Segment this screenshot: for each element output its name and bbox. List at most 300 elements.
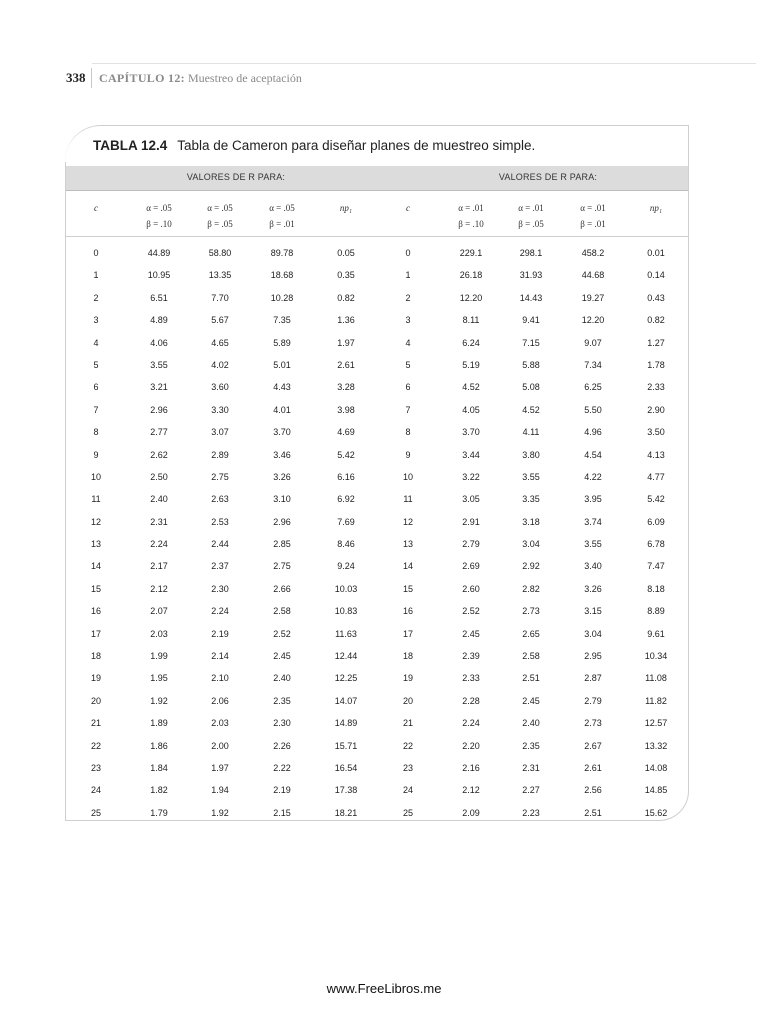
table-cell: 14.08: [644, 762, 668, 773]
table-cell: 10.83: [334, 606, 358, 617]
table-cell: 1.97: [337, 337, 355, 348]
table-cell: 9.61: [647, 628, 665, 639]
table-cell: 6.78: [647, 539, 665, 550]
table-cell: 2.40: [150, 494, 168, 505]
table-cell: 24: [402, 785, 413, 796]
table-cell: 2.44: [211, 539, 229, 550]
table-cell: 2.45: [462, 628, 480, 639]
table-cell: 3.44: [462, 449, 480, 460]
table-cell: 2.65: [522, 628, 540, 639]
table-cell: 3.55: [522, 471, 540, 482]
table-cell: 2.07: [150, 606, 168, 617]
table-row: [65, 712, 689, 734]
column-header: [563, 200, 623, 232]
table-cell: 1.84: [150, 762, 168, 773]
table-cell: 2.23: [522, 807, 540, 818]
table-cell: 3.30: [211, 404, 229, 415]
table-cell: 2.50: [150, 471, 168, 482]
column-header: [441, 200, 501, 232]
table-row: [65, 421, 689, 443]
table-cell: 2.92: [522, 561, 540, 572]
table-cell: 20: [402, 695, 413, 706]
table-cell: 5.89: [273, 337, 291, 348]
table-cell: 2.87: [584, 673, 602, 684]
table-cell: 0.01: [647, 248, 665, 258]
table-cell: 2.33: [462, 673, 480, 684]
table-cell: 5.42: [337, 449, 355, 460]
table-cell: 2.85: [273, 539, 291, 550]
table-cell: 17: [90, 628, 101, 639]
table-cell: 2.12: [462, 785, 480, 796]
column-header-line1: c: [94, 203, 98, 213]
table-cell: 9.07: [584, 337, 602, 348]
table-cell: 10: [90, 471, 101, 482]
column-header-line1: α = .01: [580, 203, 606, 213]
table-cell: 3.26: [273, 471, 291, 482]
column-header-line2: β = .01: [269, 219, 295, 229]
table-cell: 10: [402, 471, 413, 482]
table-cell: 4.52: [462, 382, 480, 393]
table-cell: 3.95: [584, 494, 602, 505]
table-row: [65, 757, 689, 779]
table-cell: 3.04: [584, 628, 602, 639]
table-cell: 2.90: [647, 404, 665, 415]
table-cell: 2.45: [522, 695, 540, 706]
column-header: [252, 200, 312, 232]
table-cell: 17: [402, 628, 413, 639]
table-cell: 2.52: [273, 628, 291, 639]
table-cell: 2.16: [462, 762, 480, 773]
table-cell: 2.62: [150, 449, 168, 460]
table-row: [65, 667, 689, 689]
table-cell: 3.55: [150, 359, 168, 370]
table-cell: 1.82: [150, 785, 168, 796]
table-cell: 2.82: [522, 583, 540, 594]
table-cell: 2.67: [584, 740, 602, 751]
table-cell: 2.06: [211, 695, 229, 706]
table-cell: 2.22: [273, 762, 291, 773]
table-cell: 6.09: [647, 516, 665, 527]
table-cell: 23: [90, 762, 101, 773]
table-cell: 2.89: [211, 449, 229, 460]
column-header-line1: np₁: [649, 203, 663, 213]
table-frame: [65, 125, 689, 821]
table-cell: 3.70: [462, 427, 480, 438]
table-cell: 18: [402, 651, 413, 662]
header-separator: [91, 68, 92, 88]
table-cell: 9.41: [522, 315, 540, 326]
table-cell: 12.20: [459, 292, 483, 303]
table-cell: 0.05: [337, 248, 355, 258]
table-row: [65, 779, 689, 801]
table-cell: 14.07: [334, 695, 358, 706]
column-header-line2: β = .01: [580, 219, 606, 229]
table-cell: 2.19: [273, 785, 291, 796]
column-header-line1: α = .05: [146, 203, 172, 213]
table-row: [65, 444, 689, 466]
column-header-line1: α = .05: [207, 203, 233, 213]
table-body: [65, 232, 689, 821]
table-cell: 21: [90, 718, 101, 729]
table-cell: 9: [405, 449, 411, 460]
table-cell: 3.07: [211, 427, 229, 438]
table-cell: 14: [402, 561, 413, 572]
table-cell: 2.75: [211, 471, 229, 482]
table-cell: 1.92: [211, 807, 229, 818]
table-cell: 24: [90, 785, 101, 796]
table-cell: 5.67: [211, 315, 229, 326]
table-row: [65, 578, 689, 600]
table-cell: 4.05: [462, 404, 480, 415]
column-header: [626, 200, 686, 216]
table-cell: 7: [405, 404, 411, 415]
table-cell: 17.38: [334, 785, 358, 796]
table-cell: 2.03: [211, 718, 229, 729]
table-cell: 2.33: [647, 382, 665, 393]
table-cell: 15.71: [334, 740, 358, 751]
table-row: [65, 466, 689, 488]
table-cell: 2.77: [150, 427, 168, 438]
column-header-line1: α = .01: [458, 203, 484, 213]
column-header: [190, 200, 250, 232]
table-row: [65, 332, 689, 354]
table-cell: 4: [93, 337, 99, 348]
table-cell: 298.1: [519, 248, 543, 258]
table-cell: 6.51: [150, 292, 168, 303]
group-header-band: [66, 166, 688, 191]
table-cell: 2.27: [522, 785, 540, 796]
table-cell: 2.79: [462, 539, 480, 550]
table-cell: 5.50: [584, 404, 602, 415]
table-cell: 2.20: [462, 740, 480, 751]
table-cell: 11.82: [645, 695, 667, 706]
table-cell: 3.05: [462, 494, 480, 505]
table-cell: 3.70: [273, 427, 291, 438]
table-cell: 16: [402, 606, 413, 617]
table-cell: 16: [90, 606, 101, 617]
column-headers: [65, 192, 689, 236]
table-cell: 6.25: [584, 382, 602, 393]
table-label: TABLA 12.4: [93, 138, 168, 153]
table-cell: 2.10: [211, 673, 229, 684]
table-cell: 8.11: [462, 315, 480, 326]
table-cell: 5.19: [462, 359, 480, 370]
column-header: [316, 200, 376, 216]
table-row: [65, 623, 689, 645]
table-cell: 4.96: [584, 427, 602, 438]
table-cell: 2.09: [462, 807, 480, 818]
table-cell: 23: [402, 762, 413, 773]
column-header-line2: β = .10: [146, 219, 172, 229]
table-cell: 2.53: [211, 516, 229, 527]
table-cell: 2.58: [273, 606, 291, 617]
table-cell: 3.28: [337, 382, 355, 393]
table-cell: 4.02: [211, 359, 229, 370]
table-cell: 21: [402, 718, 413, 729]
table-cell: 2.30: [211, 583, 229, 594]
table-cell: 14: [90, 561, 101, 572]
column-header-line1: c: [406, 203, 410, 213]
table-row: [65, 802, 689, 821]
table-cell: 8: [93, 427, 99, 438]
table-cell: 0.82: [647, 315, 665, 326]
column-header-line2: β = .05: [207, 219, 233, 229]
table-cell: 13: [402, 539, 413, 550]
table-cell: 2.28: [462, 695, 480, 706]
table-cell: 1.78: [647, 359, 665, 370]
table-cell: 2.35: [522, 740, 540, 751]
table-cell: 8: [405, 427, 411, 438]
table-cell: 3.04: [522, 539, 540, 550]
table-cell: 2.73: [584, 718, 602, 729]
table-cell: 7: [93, 404, 99, 415]
table-cell: 3.40: [584, 561, 602, 572]
column-header: [129, 200, 189, 232]
table-cell: 9.24: [337, 561, 355, 572]
table-cell: 16.54: [334, 762, 358, 773]
table-cell: 3.98: [337, 404, 355, 415]
table-cell: 2.19: [211, 628, 229, 639]
table-cell: 2.96: [273, 516, 291, 527]
table-cell: 12.25: [334, 673, 358, 684]
table-cell: 1.92: [150, 695, 168, 706]
table-cell: 2: [93, 292, 99, 303]
table-row: [65, 690, 689, 712]
table-cell: 13.35: [208, 270, 232, 281]
table-cell: 2.69: [462, 561, 480, 572]
table-cell: 12.57: [644, 718, 668, 729]
column-header-line1: np₁: [339, 203, 353, 213]
table-cell: 2.96: [150, 404, 168, 415]
table-cell: 5: [93, 359, 99, 370]
table-cell: 15.62: [644, 807, 668, 818]
table-cell: 12: [90, 516, 101, 527]
table-cell: 0: [405, 248, 411, 258]
table-cell: 8.46: [337, 539, 355, 550]
table-cell: 2.14: [211, 651, 229, 662]
group-header-left: VALORES DE R PARA:: [186, 172, 286, 182]
table-cell: 4.43: [273, 382, 291, 393]
table-cell: 2.35: [273, 695, 291, 706]
table-cell: 1.27: [647, 337, 665, 348]
table-cell: 8.18: [647, 583, 665, 594]
table-row: [65, 600, 689, 622]
table-cell: 18.21: [334, 807, 358, 818]
table-cell: 11.08: [645, 673, 667, 684]
table-cell: 22: [402, 740, 413, 751]
table-cell: 89.78: [270, 248, 294, 258]
table-cell: 3.60: [211, 382, 229, 393]
table-row: [65, 399, 689, 421]
table-cell: 14.43: [519, 292, 543, 303]
table-cell: 2.58: [522, 651, 540, 662]
table-cell: 8.89: [647, 606, 665, 617]
table-cell: 2.75: [273, 561, 291, 572]
table-row: [65, 735, 689, 757]
table-cell: 2.24: [150, 539, 168, 550]
column-header: [378, 200, 438, 216]
table-cell: 20: [90, 695, 101, 706]
table-cell: 2.30: [273, 718, 291, 729]
table-row: [65, 242, 689, 264]
table-cell: 0.43: [647, 292, 665, 303]
table-cell: 25: [402, 807, 413, 818]
table-cell: 10.28: [270, 292, 294, 303]
table-cell: 3.80: [522, 449, 540, 460]
table-cell: 11: [403, 494, 413, 505]
chapter-label: CAPÍTULO 12:: [99, 71, 185, 85]
table-row: [65, 354, 689, 376]
table-cell: 1.99: [150, 651, 168, 662]
column-header-line2: β = .05: [518, 219, 544, 229]
table-cell: 3.74: [584, 516, 602, 527]
table-cell: 12.44: [334, 651, 358, 662]
table-cell: 3: [405, 315, 411, 326]
table-cell: 2.73: [522, 606, 540, 617]
table-cell: 4.06: [150, 337, 168, 348]
table-cell: 1.95: [150, 673, 168, 684]
table-cell: 6.92: [337, 494, 355, 505]
table-cell: 12: [402, 516, 413, 527]
table-row: [65, 264, 689, 286]
table-cell: 2: [405, 292, 411, 303]
table-cell: 2.95: [584, 651, 602, 662]
group-header-right: VALORES DE R PARA:: [498, 172, 598, 182]
table-cell: 3: [93, 315, 99, 326]
table-cell: 2.15: [273, 807, 291, 818]
table-cell: 2.37: [211, 561, 229, 572]
table-cell: 2.45: [273, 651, 291, 662]
table-cell: 2.31: [522, 762, 540, 773]
table-cell: 6.24: [462, 337, 480, 348]
table-cell: 458.2: [581, 248, 605, 258]
table-cell: 31.93: [519, 270, 543, 281]
table-cell: 2.52: [462, 606, 480, 617]
table-cell: 7.35: [273, 315, 291, 326]
table-cell: 0.35: [337, 270, 355, 281]
table-cell: 13: [90, 539, 101, 550]
table-cell: 3.50: [647, 427, 665, 438]
table-cell: 1.86: [150, 740, 168, 751]
table-cell: 2.26: [273, 740, 291, 751]
table-cell: 2.56: [584, 785, 602, 796]
table-cell: 4.13: [647, 449, 665, 460]
table-cell: 2.79: [584, 695, 602, 706]
table-cell: 3.55: [584, 539, 602, 550]
table-cell: 2.24: [211, 606, 229, 617]
table-cell: 26.18: [459, 270, 483, 281]
table-cell: 5.88: [522, 359, 540, 370]
table-cell: 10.34: [644, 651, 668, 662]
table-cell: 1.94: [211, 785, 229, 796]
table-row: [65, 376, 689, 398]
table-cell: 2.51: [522, 673, 540, 684]
column-header-line2: β = .10: [458, 219, 484, 229]
table-cell: 3.18: [522, 516, 540, 527]
table-cell: 2.66: [273, 583, 291, 594]
table-cell: 15: [90, 583, 101, 594]
table-cell: 10.03: [334, 583, 358, 594]
table-cell: 6: [405, 382, 411, 393]
table-cell: 1: [93, 270, 99, 281]
table-cell: 13.32: [644, 740, 668, 751]
footer-url: www.FreeLibros.me: [326, 981, 442, 996]
table-cell: 7.15: [522, 337, 540, 348]
table-row: [65, 555, 689, 577]
table-cell: 2.40: [522, 718, 540, 729]
table-cell: 3.21: [150, 382, 168, 393]
table-cell: 25: [90, 807, 101, 818]
table-cell: 4: [405, 337, 411, 348]
column-header: [66, 200, 126, 216]
table-cell: 1.36: [337, 315, 355, 326]
table-cell: 2.91: [462, 516, 480, 527]
table-cell: 4.01: [273, 404, 291, 415]
table-cell: 19: [402, 673, 413, 684]
table-cell: 5.08: [522, 382, 540, 393]
table-cell: 4.11: [522, 427, 540, 438]
table-cell: 3.10: [273, 494, 291, 505]
table-cell: 7.34: [584, 359, 602, 370]
column-header-line1: α = .05: [269, 203, 295, 213]
table-cell: 5.42: [647, 494, 665, 505]
table-cell: 2.12: [150, 583, 168, 594]
table-cell: 12.20: [581, 315, 605, 326]
table-cell: 6: [93, 382, 99, 393]
table-cell: 22: [90, 740, 101, 751]
table-cell: 0: [93, 248, 99, 258]
table-cell: 14.85: [644, 785, 668, 796]
table-cell: 19: [90, 673, 101, 684]
table-row: [65, 287, 689, 309]
table-row: [65, 511, 689, 533]
table-cell: 3.46: [273, 449, 291, 460]
table-cell: 3.22: [462, 471, 480, 482]
column-header-line1: α = .01: [518, 203, 544, 213]
table-caption: [93, 138, 535, 153]
page-number: 338: [66, 70, 86, 85]
table-cell: 19.27: [581, 292, 605, 303]
table-caption-text: Tabla de Cameron para diseñar planes de muestreo simple.: [177, 138, 536, 153]
table-cell: 1: [405, 270, 411, 281]
table-cell: 1.89: [150, 718, 168, 729]
table-cell: 229.1: [459, 248, 483, 258]
table-cell: 4.22: [584, 471, 602, 482]
table-cell: 6.16: [337, 471, 355, 482]
table-cell: 1.79: [150, 807, 168, 818]
table-cell: 4.89: [150, 315, 168, 326]
table-cell: 3.15: [584, 606, 602, 617]
table-cell: 7.47: [647, 561, 665, 572]
table-cell: 7.69: [337, 516, 355, 527]
table-cell: 2.24: [462, 718, 480, 729]
table-cell: 2.39: [462, 651, 480, 662]
table-cell: 9: [93, 449, 99, 460]
table-cell: 15: [402, 583, 413, 594]
table-cell: 0.82: [337, 292, 355, 303]
chapter-heading: [99, 71, 302, 86]
table-cell: 2.40: [273, 673, 291, 684]
table-cell: 2.63: [211, 494, 229, 505]
table-cell: 7.70: [211, 292, 229, 303]
running-head: [66, 70, 756, 90]
table-cell: 5: [405, 359, 411, 370]
table-row: [65, 488, 689, 510]
header-rule: [92, 63, 756, 64]
table-row: [65, 309, 689, 331]
table-cell: 2.61: [584, 762, 602, 773]
table-cell: 4.69: [337, 427, 355, 438]
